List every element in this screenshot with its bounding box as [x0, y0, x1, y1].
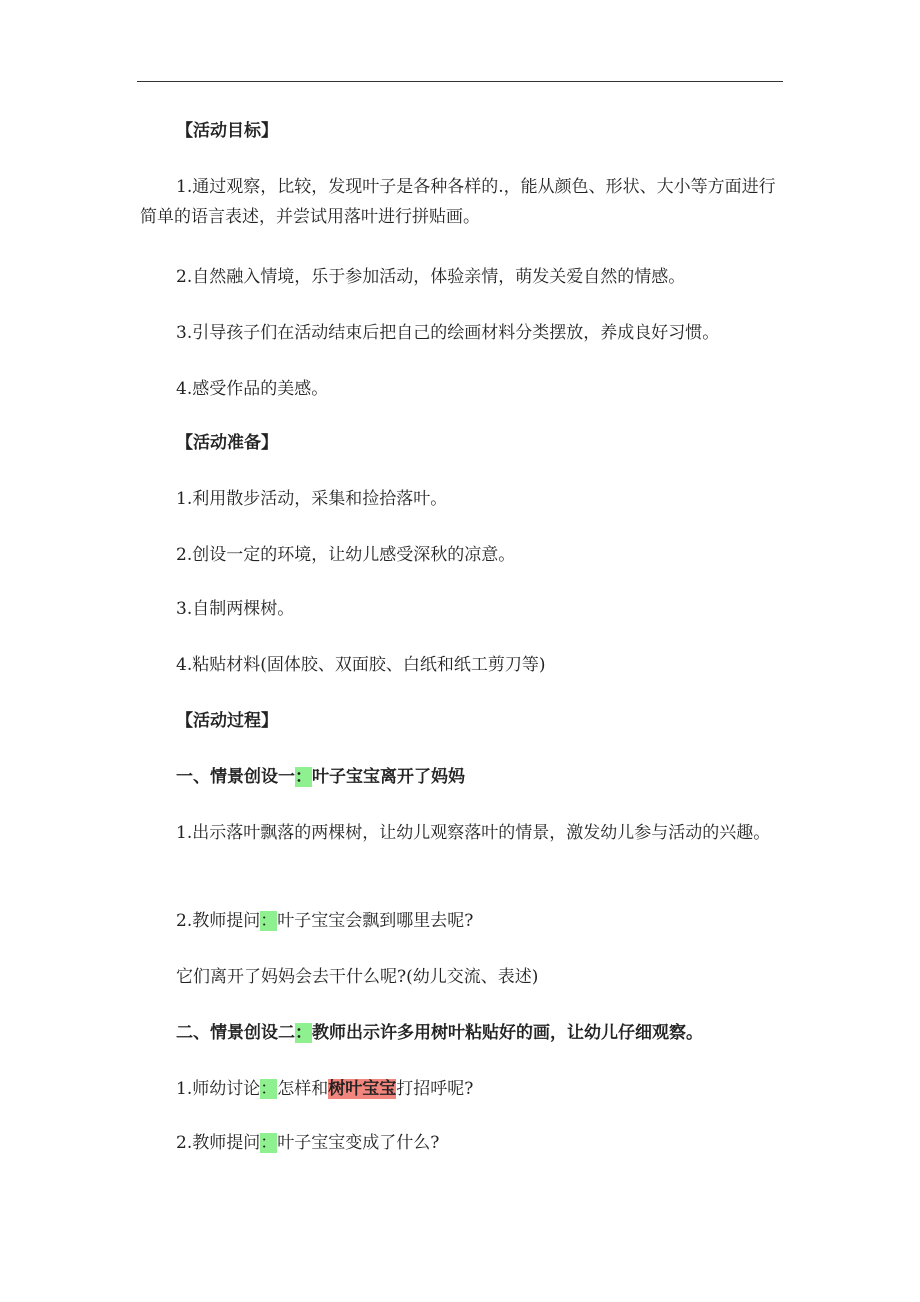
scene1-item-1: 1.出示落叶飘落的两棵树，让幼儿观察落叶的情景，激发幼儿参与活动的兴趣。	[176, 823, 771, 843]
highlight-colon: ：	[260, 911, 278, 931]
scene2-heading	[140, 1018, 780, 1048]
item-text: 叶子宝宝会飘到哪里去呢?	[277, 911, 474, 931]
item-text: 怎样和	[277, 1079, 329, 1099]
highlight-colon: ：	[260, 1133, 278, 1153]
scene2-item-1	[140, 1074, 780, 1104]
objective-4: 4.感受作品的美感。	[176, 379, 329, 399]
scene1-heading	[140, 762, 780, 792]
heading-process: 【活动过程】	[176, 711, 278, 731]
highlight-colon: ：	[295, 1023, 312, 1043]
scene1-title: 一、情景创设一	[176, 767, 295, 787]
scene2-title: 二、情景创设二	[176, 1023, 295, 1043]
prep-2: 2.创设一定的环境，让幼儿感受深秋的凉意。	[176, 545, 516, 565]
scene2-item-2	[140, 1128, 780, 1158]
prep-3: 3.自制两棵树。	[176, 599, 295, 619]
scene1-item-2	[140, 906, 780, 936]
scene2-subtitle: 教师出示许多用树叶粘贴好的画，让幼儿仔细观察。	[312, 1023, 703, 1043]
item-label: 1.师幼讨论	[176, 1079, 261, 1099]
scene1-subtitle: 叶子宝宝离开了妈妈	[312, 767, 465, 787]
prep-4: 4.粘贴材料(固体胶、双面胶、白纸和纸工剪刀等)	[176, 655, 546, 675]
item-label: 2.教师提问	[176, 1133, 261, 1153]
heading-prep: 【活动准备】	[176, 433, 278, 453]
heading-objectives: 【活动目标】	[176, 121, 278, 141]
item-label: 2.教师提问	[176, 911, 261, 931]
prep-1: 1.利用散步活动，采集和捡拾落叶。	[176, 489, 448, 509]
highlight-colon: ：	[260, 1079, 278, 1099]
highlight-leaf-baby: 树叶宝宝	[328, 1079, 397, 1099]
item-text: 叶子宝宝变成了什么?	[277, 1133, 440, 1153]
objective-2: 2.自然融入情境，乐于参加活动，体验亲情，萌发关爱自然的情感。	[176, 267, 686, 287]
scene1-item-3: 它们离开了妈妈会去干什么呢?(幼儿交流、表述)	[176, 967, 539, 987]
item-text-end: 打招呼呢?	[396, 1079, 474, 1099]
highlight-colon: ：	[295, 767, 312, 787]
header-rule	[137, 81, 783, 82]
objective-3: 3.引导孩子们在活动结束后把自己的绘画材料分类摆放，养成良好习惯。	[176, 323, 720, 343]
objective-1: 1.通过观察，比较，发现叶子是各种各样的.，能从颜色、形状、大小等方面进行简单的语言表述，并尝试用落叶进行拼贴画。	[140, 177, 776, 227]
